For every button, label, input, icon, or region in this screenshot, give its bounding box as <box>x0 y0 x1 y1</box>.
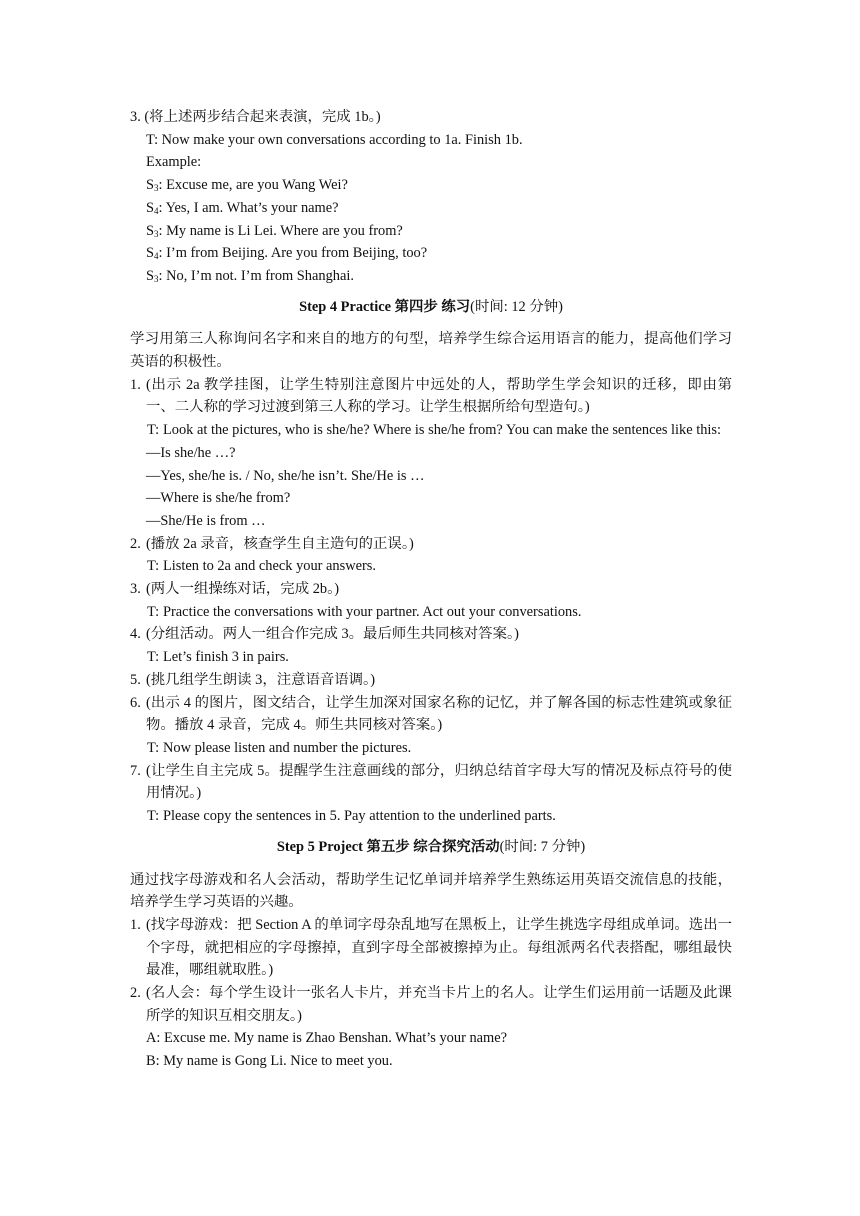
pattern-line: —Where is she/he from? <box>146 490 291 507</box>
list-item <box>130 533 732 556</box>
item-text: (播放 2a 录音，核查学生自主造句的正误。) <box>146 535 414 552</box>
teacher-line: T: Now make your own conversations according to 1a. Finish 1b. <box>146 131 523 148</box>
speaker: S <box>146 245 155 262</box>
item-number: 7. <box>130 762 141 779</box>
teacher-line <box>130 601 732 624</box>
teacher-label: T: <box>147 558 160 575</box>
dialog-line <box>130 197 732 220</box>
speaker-number: 3 <box>154 273 159 284</box>
step5-intro: 通过找字母游戏和名人会活动，帮助学生记忆单词并培养学生熟练运用英语交流信息的技能，培养学生学习英语的兴趣。 <box>130 871 732 911</box>
dialog-line <box>130 174 732 197</box>
teacher-line <box>130 419 732 442</box>
item-text: (找字母游戏：把 Section A 的单词字母杂乱地写在黑板上，让学生挑选字母组成单词。选出一个字母，就把相应的字母擦掉，直到字母全部被擦掉为止。每组派两名代表搭配，哪组最快最准，哪组就取胜。) <box>146 916 732 979</box>
step4-heading-time: (时间: 12 分钟) <box>470 298 563 315</box>
teacher-text: Practice the conversations with your partner. Act out your conversations. <box>163 603 582 620</box>
item-text: (让学生自主完成 5。提醒学生注意画线的部分，归纳总结首字母大写的情况及标点符号的使用情况。) <box>146 762 732 802</box>
item-text: (挑几组学生朗读 3，注意语音语调。) <box>146 671 376 688</box>
teacher-label: T: <box>147 649 160 666</box>
teacher-text: Now please listen and number the pictures. <box>163 739 412 756</box>
speaker-number: 3 <box>154 228 159 239</box>
dialog-text: : My name is Li Lei. Where are you from? <box>158 222 403 239</box>
item-text: (名人会：每个学生设计一张名人卡片，并充当卡片上的名人。让学生们运用前一话题及此课所学的知识互相交朋友。) <box>146 985 732 1024</box>
teacher-label: T: <box>147 422 160 439</box>
item-number: 4. <box>130 626 141 643</box>
item-text: (两人一组操练对话，完成 2b。) <box>146 581 340 598</box>
teacher-line <box>130 646 732 669</box>
pattern-line: —Is she/he …? <box>146 444 236 461</box>
step5-items <box>130 914 732 1028</box>
item-text: (出示 4 的图片，图文结合，让学生加深对国家名称的记忆，并了解各国的标志性建筑或象征物。播放 4 录音，完成 4。师生共同核对答案。) <box>146 694 732 734</box>
step5-dialog <box>130 1027 732 1072</box>
document-body <box>130 106 732 1073</box>
dialog-line <box>130 242 732 265</box>
dialog-text: : Yes, I am. What’s your name? <box>158 199 339 216</box>
step4-intro: 学习用第三人称询问名字和来自的地方的句型，培养学生综合运用语言的能力，提高他们学习英语的积极性。 <box>130 331 732 371</box>
speaker: S <box>146 177 155 194</box>
list-item <box>130 669 732 692</box>
item-number: 3. <box>130 581 141 598</box>
dialog-line: B: My name is Gong Li. Nice to meet you. <box>146 1053 393 1070</box>
step4-heading-title: Step 4 Practice 第四步 练习 <box>299 298 471 315</box>
dialog-text: : Excuse me, are you Wang Wei? <box>158 177 348 194</box>
list-item <box>130 760 732 805</box>
dialog-text: : No, I’m not. I’m from Shanghai. <box>158 267 354 284</box>
step5-heading <box>130 836 732 859</box>
pattern-line: —Yes, she/he is. / No, she/he isn’t. She/He is … <box>146 467 425 484</box>
teacher-label: T: <box>147 808 160 825</box>
list-item <box>130 982 732 1027</box>
teacher-line <box>130 737 732 760</box>
item-text: (分组活动。两人一组合作完成 3。最后师生共同核对答案。) <box>146 626 519 643</box>
item-number: 1. <box>130 376 141 393</box>
speaker: S <box>146 199 155 216</box>
pattern-line: —She/He is from … <box>146 512 266 529</box>
teacher-text: Please copy the sentences in 5. Pay attention to the underlined parts. <box>163 808 556 825</box>
item-number: 1. <box>130 916 141 933</box>
example-label: Example: <box>146 154 202 171</box>
speaker: S <box>146 222 155 239</box>
speaker-number: 4 <box>154 251 159 262</box>
speaker: S <box>146 267 155 284</box>
list-item <box>130 623 732 646</box>
teacher-label: T: <box>147 603 160 620</box>
teacher-text: Let’s finish 3 in pairs. <box>163 649 289 666</box>
dialog-line <box>130 220 732 243</box>
step3-item-3: 3. (将上述两步结合起来表演，完成 1b。) <box>130 109 381 125</box>
teacher-text: Listen to 2a and check your answers. <box>163 558 376 575</box>
teacher-text: Look at the pictures, who is she/he? Where is she/he from? You can make the sentences like this: <box>163 422 722 439</box>
item-text: (出示 2a 教学挂图，让学生特别注意图片中远处的人，帮助学生学会知识的迁移，即由第一、二人称的学习过渡到第三人称的学习。让学生根据所给句型造句。) <box>146 376 732 416</box>
item-number: 2. <box>130 535 141 552</box>
dialog-line <box>130 265 732 288</box>
item-number: 2. <box>130 985 141 1002</box>
list-item <box>130 374 732 419</box>
step5-heading-title: Step 5 Project 第五步 综合探究活动 <box>276 838 500 855</box>
example-dialog <box>130 174 732 288</box>
speaker-number: 4 <box>154 205 159 216</box>
teacher-line <box>130 555 732 578</box>
teacher-line <box>130 805 732 828</box>
teacher-label: T: <box>147 739 160 756</box>
list-item <box>130 578 732 601</box>
item-number: 5. <box>130 671 141 688</box>
dialog-text: : I’m from Beijing. Are you from Beijing, too? <box>158 245 428 262</box>
item-number: 6. <box>130 694 141 711</box>
step4-items <box>130 374 732 828</box>
list-item <box>130 692 732 737</box>
dialog-line: A: Excuse me. My name is Zhao Benshan. What’s your name? <box>146 1030 508 1047</box>
step5-heading-time: (时间: 7 分钟) <box>499 838 586 855</box>
speaker-number: 3 <box>154 183 159 194</box>
list-item <box>130 914 732 982</box>
step4-heading <box>130 296 732 319</box>
